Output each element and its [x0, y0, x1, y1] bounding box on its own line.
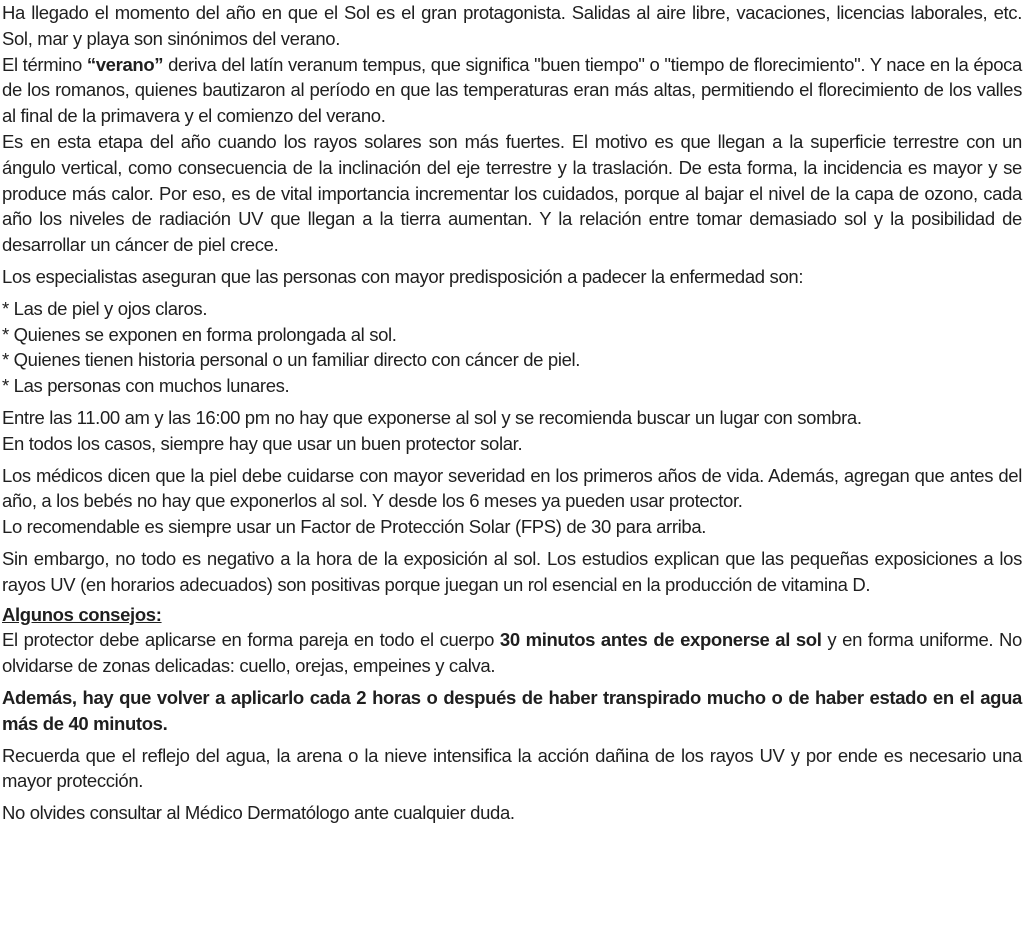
- intro-p2-after: deriva del latín veranum tempus, que significa "buen tiempo" o "tiempo de florecimiento". Y nace en la época de los romanos, quienes bautizaron al período en que las temperaturas eran más altas, permitiendo el florecimiento de los valles al final de la primavera y el comienzo del verano.: [2, 53, 1022, 127]
- intro-paragraph-1: Ha llegado el momento del año en que el Sol es el gran protagonista. Salidas al aire libre, vacaciones, licencias laborales, etc. Sol, mar y playa son sinónimos del verano.: [2, 2, 1022, 49]
- risk-lead: Los especialistas aseguran que las personas con mayor predisposición a padecer la enfermedad son:: [2, 265, 804, 287]
- risk-item: * Las de piel y ojos claros.: [2, 297, 208, 319]
- tips-paragraph-3: Recuerda que el reflejo del agua, la arena o la nieve intensifica la acción dañina de los rayos UV y por ende es necesario una mayor protección.: [2, 744, 1022, 792]
- tips-heading: [2, 602, 1022, 628]
- babies-paragraph-2: Lo recomendable es siempre usar un Factor de Protección Solar (FPS) de 30 para arriba.: [2, 516, 707, 538]
- schedule-line-1: Entre las 11.00 am y las 16:00 pm no hay que exponerse al sol y se recomienda buscar un lugar con sombra.: [2, 406, 862, 428]
- schedule-line-2: En todos los casos, siempre hay que usar un buen protector solar.: [2, 432, 523, 454]
- risk-item: * Las personas con muchos lunares.: [2, 375, 290, 397]
- intro-paragraph-3: Es en esta etapa del año cuando los rayos solares son más fuertes. El motivo es que llegan a la superficie terrestre con un ángulo vertical, como consecuencia de la inclinación del eje terrestre y la traslación. De esta forma, la incidencia es mayor y se produce más calor. Por eso, es de vital importancia incrementar los cuidados, porque al bajar el nivel de la capa de ozono, cada año los niveles de radiación UV que llegan a la tierra aumentan. Y la relación entre tomar demasiado sol y la posibilidad de desarrollar un cáncer de piel crece.: [2, 130, 1022, 256]
- tips-paragraph-1: [2, 627, 1022, 679]
- tips-paragraph-4: No olvides consultar al Médico Dermatólogo ante cualquier duda.: [2, 802, 515, 824]
- tips-p1-before: El protector debe aplicarse en forma pareja en todo el cuerpo: [2, 629, 500, 651]
- intro-paragraph-2: [2, 52, 1022, 129]
- verano-term: “verano”: [86, 53, 164, 75]
- vitamin-paragraph: Sin embargo, no todo es negativo a la hora de la exposición al sol. Los estudios explican que las pequeñas exposiciones a los rayos UV (en horarios adecuados) son positivas porque juegan un rol esencial en la producción de vitamina D.: [2, 547, 1022, 595]
- tips-p1-bold: 30 minutos antes de exponerse al sol: [499, 629, 822, 651]
- intro-p2-before: El término: [2, 53, 87, 75]
- tips-heading-text: Algunos consejos:: [2, 603, 162, 625]
- risk-list: [2, 296, 1022, 399]
- babies-paragraph-1: Los médicos dicen que la piel debe cuidarse con mayor severidad en los primeros años de vida. Además, agregan que antes del año, a los bebés no hay que exponerlos al sol. Y desde los 6 meses ya pueden usar protector.: [2, 464, 1022, 512]
- risk-item: * Quienes tienen historia personal o un familiar directo con cáncer de piel.: [2, 349, 581, 371]
- tips-p1-after: y en forma uniforme. No olvidarse de zonas delicadas: cuello, orejas, empeines y calva.: [2, 629, 1022, 677]
- risk-item: * Quienes se exponen en forma prolongada al sol.: [2, 323, 397, 345]
- tips-paragraph-2: Además, hay que volver a aplicarlo cada 2 horas o después de haber transpirado mucho o de haber estado en el agua más de 40 minutos.: [2, 686, 1022, 734]
